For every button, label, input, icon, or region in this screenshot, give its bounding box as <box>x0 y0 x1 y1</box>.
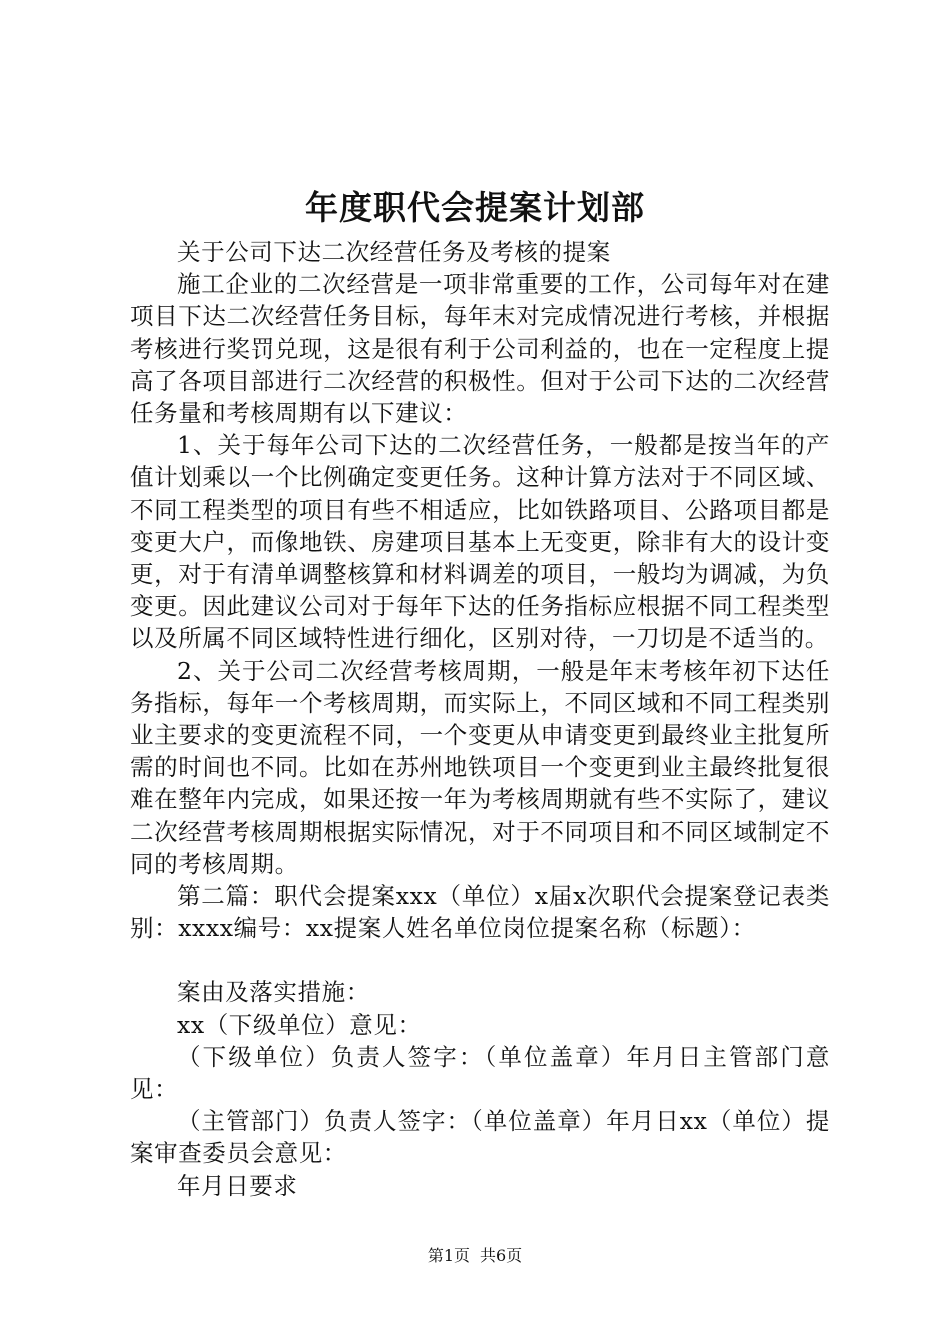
page-number: 第1页 <box>427 1246 470 1265</box>
paragraph-suggestion-1: 1、关于每年公司下达的二次经营任务，一般都是按当年的产值计划乘以一个比例确定变更任务。这种计算方法对于不同区域、不同工程类型的项目有些不相适应，比如铁路项目、公路项目都是变更大户，而像地铁、房建项目基本上无变更，除非有大的设计变更，对于有清单调整核算和材料调差的项目，一般均为调减，为负变更。因此建议公司对于每年下达的任务指标应根据不同工程类型以及所属不同区域特性进行细化，区别对待，一刀切是不适当的。 <box>130 431 830 653</box>
paragraph-proposal-heading: 关于公司下达二次经营任务及考核的提案 <box>177 238 611 266</box>
page-total: 共6页 <box>480 1246 523 1265</box>
document-title: 年度职代会提案计划部 <box>305 188 645 227</box>
paragraph-second-part: 第二篇：职代会提案xxx（单位）x届x次职代会提案登记表类别：xxxx编号：xx提案人姓名单位岗位提案名称（标题）： <box>130 882 830 943</box>
document-body <box>130 236 830 1202</box>
paragraph-subordinate-opinion: xx（下级单位）意见： <box>177 1010 422 1039</box>
paragraph-cause-measures: 案由及落实措施： <box>177 978 370 1007</box>
paragraph-suggestion-2: 2、关于公司二次经营考核周期，一般是年末考核年初下达任务指标，每年一个考核周期，而实际上，不同区域和不同工程类别业主要求的变更流程不同，一个变更从申请变更到最终业主批复所需的时间也不同。比如在苏州地铁项目一个变更到业主最终批复很难在整年内完成，如果还按一年为考核周期就有些不实际了，建议二次经营考核周期根据实际情况，对于不同项目和不同区域制定不同的考核周期。 <box>130 656 830 878</box>
paragraph-intro: 施工企业的二次经营是一项非常重要的工作，公司每年对在建项目下达二次经营任务目标，每年末对完成情况进行考核，并根据考核进行奖罚兑现，这是很有利于公司利益的，也在一定程度上提高了各项目部进行二次经营的积极性。但对于公司下达的二次经营任务量和考核周期有以下建议： <box>130 270 830 428</box>
paragraph-department-signature: （主管部门）负责人签字：（单位盖章）年月日xx（单位）提案审查委员会意见： <box>130 1107 830 1168</box>
paragraph-subordinate-signature: （下级单位）负责人签字：（单位盖章）年月日主管部门意见： <box>130 1042 830 1104</box>
page-footer <box>0 1244 950 1268</box>
paragraph-date-requirements: 年月日要求 <box>177 1171 298 1200</box>
